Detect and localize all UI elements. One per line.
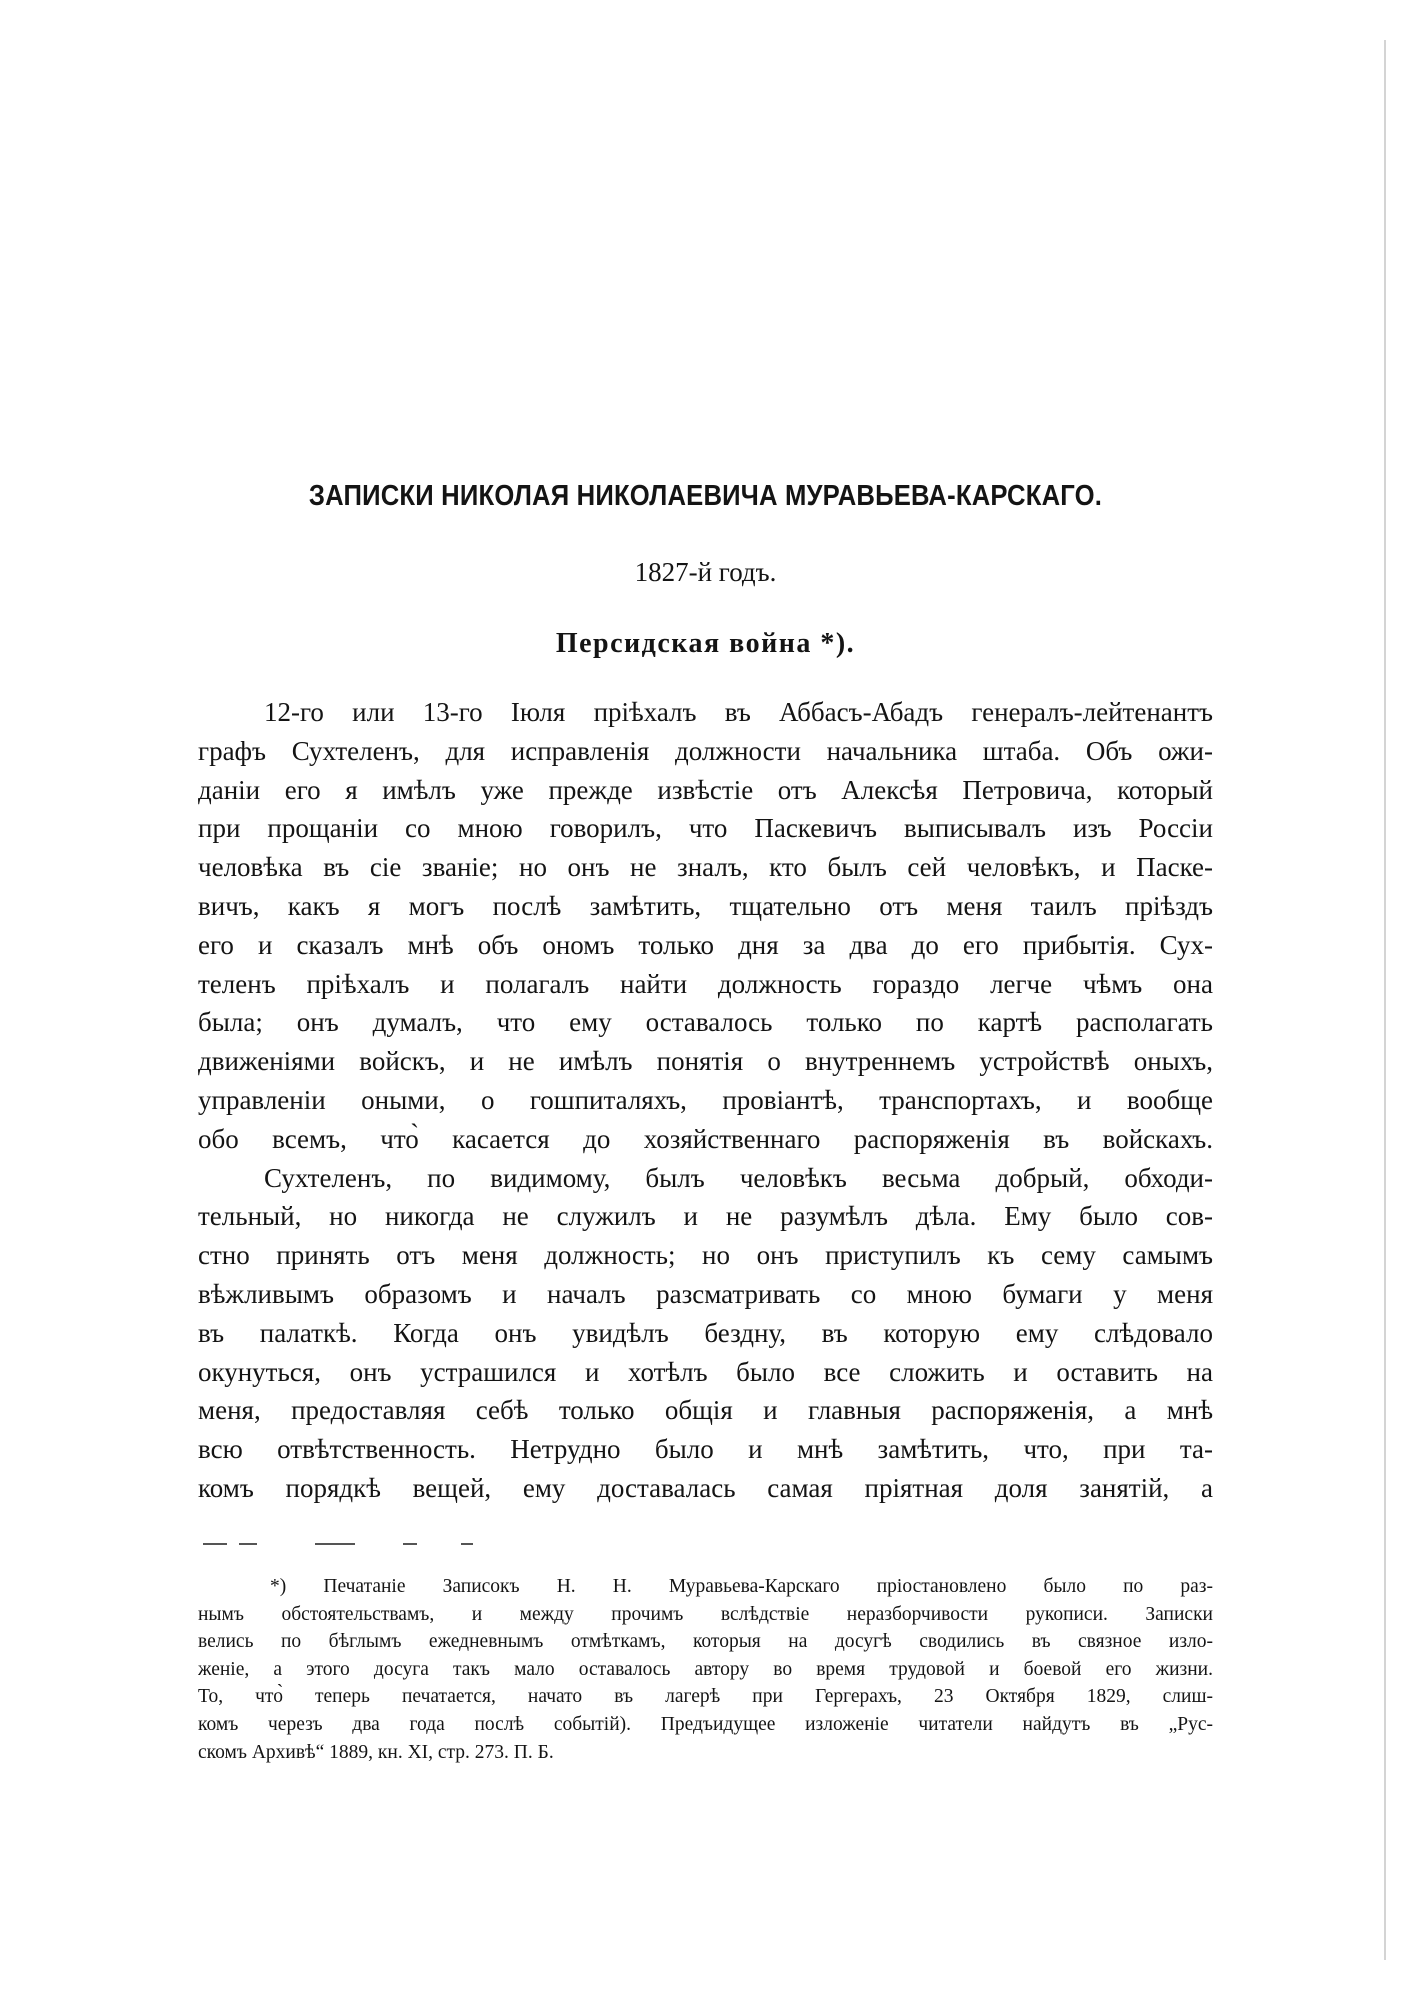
body-line: 12-го или 13-го Iюля прiѣхалъ въ Аббасъ-Абадъ генералъ-лейтенантъ [264, 697, 1213, 727]
body-text [198, 693, 1213, 1508]
body-line: вѣжливымъ образомъ и началъ разсматривать со мною бумаги у меня [198, 1278, 1213, 1309]
body-line: теленъ прiѣхалъ и полагалъ найти должность гораздо легче чѣмъ она [198, 968, 1213, 999]
separator-dash [239, 1543, 257, 1545]
body-line: была; онъ думалъ, что ему оставалось только по картѣ располагать [198, 1007, 1213, 1038]
body-line: тельный, но никогда не служилъ и не разумѣлъ дѣла. Ему было сов- [198, 1201, 1213, 1232]
separator-dash [403, 1543, 417, 1545]
document-page [198, 0, 1213, 1999]
footnote-line: нымъ обстоятельствамъ, и между прочимъ вслѣдствiе неразборчивости рукописи. Записки [198, 1603, 1213, 1625]
body-line: стно принять отъ меня должность; но онъ приступилъ къ сему самымъ [198, 1240, 1213, 1271]
footnote-line: велись по бѣглымъ ежедневнымъ отмѣткамъ, которыя на досугѣ сводились въ связное изло- [198, 1631, 1213, 1653]
body-line: графъ Сухтеленъ, для исправленiя должности начальника штаба. Объ ожи- [198, 735, 1213, 766]
separator-dash [461, 1543, 473, 1545]
page-edge-line [1384, 40, 1386, 1960]
body-line: всю отвѣтственность. Нетрудно было и мнѣ замѣтить, что, при та- [198, 1434, 1213, 1465]
body-line: въ палаткѣ. Когда онъ увидѣлъ бездну, въ которую ему слѣдовало [198, 1317, 1213, 1348]
body-line: меня, предоставляя себѣ только общiя и главныя распоряженiя, а мнѣ [198, 1395, 1213, 1426]
body-line: данiи его я имѣлъ уже прежде извѣстiе отъ Алексѣя Петровича, который [198, 774, 1213, 805]
footnote-line: скомъ Архивѣ“ 1889, кн. XI, стр. 273. П. Б. [198, 1741, 554, 1763]
body-line: управленiи оными, о гошпиталяхъ, провiантѣ, транспортахъ, и вообще [198, 1084, 1213, 1115]
footnote-line: То, что̀ теперь печатается, начато въ лагерѣ при Гергерахъ, 23 Октября 1829, слиш- [198, 1686, 1213, 1708]
body-line: вичъ, какъ я могъ послѣ замѣтить, тщательно отъ меня таилъ прiѣздъ [198, 890, 1213, 921]
body-line: обо всемъ, что̀ касается до хозяйственнаго распоряженiя въ войскахъ. [198, 1123, 1213, 1154]
footnote-line: женiе, а этого досуга такъ мало оставалось автору во время трудовой и боевой его жизни. [198, 1658, 1213, 1680]
body-line: движенiями войскъ, и не имѣлъ понятiя о внутреннемъ устройствѣ оныхъ, [198, 1046, 1213, 1077]
chapter-year: 1827-й годъ. [634, 557, 777, 587]
document-title: ЗАПИСКИ НИКОЛАЯ НИКОЛАЕВИЧА МУРАВЬЕВА-КАРСКАГО. [308, 480, 1103, 512]
body-line: человѣка въ сiе званiе; но онъ не зналъ, кто былъ сей человѣкъ, и Паске- [198, 852, 1213, 883]
separator-dash [203, 1543, 227, 1545]
footnote [198, 1573, 1213, 1766]
footnote-line: *) Печатанiе Записокъ Н. Н. Муравьева-Карскаго прiостановлено было по раз- [270, 1576, 1213, 1597]
footnote-line: комъ черезъ два года послѣ событiй). Предъидущее изложенiе читатели найдутъ въ „Рус- [198, 1713, 1213, 1735]
body-line: комъ порядкѣ вещей, ему доставалась самая прiятная доля занятiй, а [198, 1472, 1213, 1503]
body-line: Сухтеленъ, по видимому, былъ человѣкъ весьма добрый, обходи- [264, 1162, 1213, 1193]
body-line: при прощанiи со мною говорилъ, что Паскевичъ выписывалъ изъ Россiи [198, 813, 1213, 844]
body-line: окунуться, онъ устрашился и хотѣлъ было все сложить и оставить на [198, 1356, 1213, 1387]
chapter-subtitle: Персидская война *). [555, 628, 856, 659]
separator-dash [315, 1543, 355, 1545]
body-line: его и сказалъ мнѣ объ ономъ только дня за два до его прибытiя. Сух- [198, 929, 1213, 960]
